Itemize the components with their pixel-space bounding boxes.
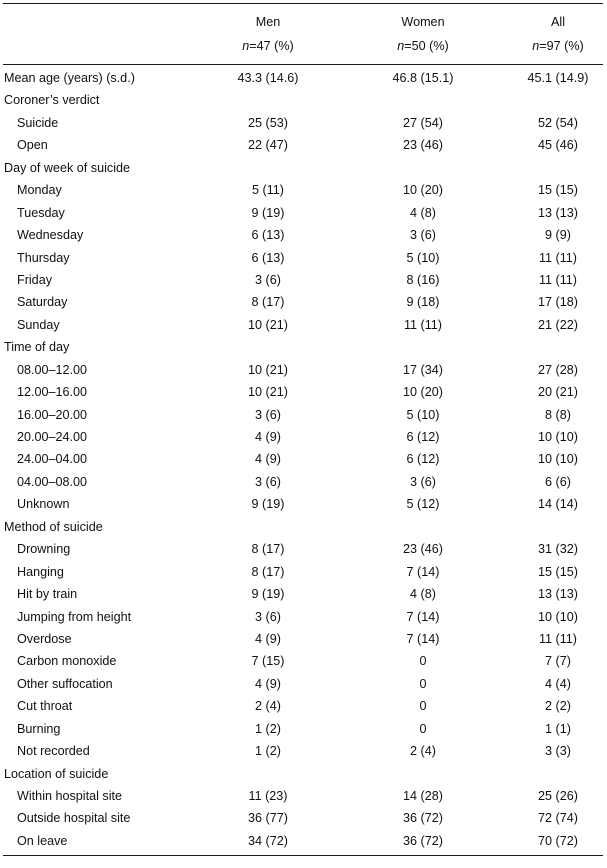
cell-men: 11 (23) <box>248 789 288 803</box>
table-row <box>3 291 603 313</box>
table-section-row <box>3 157 603 179</box>
cell-women: 7 (14) <box>406 609 440 624</box>
row-label: Time of day <box>4 340 70 355</box>
row-label: Saturday <box>17 295 68 310</box>
column-header-men <box>223 4 313 53</box>
row-label: Monday <box>17 183 62 198</box>
table-row <box>3 134 603 156</box>
table-row <box>3 538 603 560</box>
table-row <box>3 314 603 336</box>
cell-women: 0 <box>419 676 427 691</box>
cell-men: 1 (2) <box>255 721 281 736</box>
row-label: Friday <box>17 272 52 287</box>
table-row <box>3 583 603 605</box>
cell-all: 3 (3) <box>545 744 571 759</box>
cell-men: 4 (9) <box>255 452 281 467</box>
table-row <box>3 740 603 762</box>
table-row <box>3 561 603 583</box>
cell-all: 11 (11) <box>538 272 578 287</box>
cell-all: 21 (22) <box>538 317 578 332</box>
cell-all: 25 (26) <box>538 789 578 803</box>
cell-men: 43.3 (14.6) <box>237 71 299 85</box>
cell-men: 36 (77) <box>248 811 288 826</box>
cell-women: 0 <box>419 721 427 736</box>
table-row <box>3 269 603 291</box>
cell-men: 3 (6) <box>255 272 281 287</box>
row-label: Not recorded <box>17 744 90 759</box>
row-label: Tuesday <box>17 205 65 220</box>
row-label: Location of suicide <box>4 766 109 781</box>
table-row <box>3 650 603 672</box>
cell-women: 5 (12) <box>406 497 440 512</box>
row-label: Outside hospital site <box>17 811 131 826</box>
row-label: Hanging <box>17 564 64 579</box>
cell-men: 1 (2) <box>255 744 281 759</box>
cell-all: 14 (14) <box>538 497 578 512</box>
cell-all: 8 (8) <box>545 407 571 422</box>
table-header <box>3 4 603 63</box>
cell-all: 31 (32) <box>538 542 578 557</box>
cell-all: 10 (10) <box>538 609 578 624</box>
cell-men: 8 (17) <box>251 564 285 579</box>
cell-men: 4 (9) <box>255 631 281 646</box>
cell-women: 10 (20) <box>403 183 443 198</box>
row-label: Suicide <box>17 115 59 130</box>
cell-all: 70 (72) <box>538 833 578 848</box>
column-header-all <box>513 4 603 53</box>
cell-women: 7 (14) <box>406 631 440 646</box>
cell-men: 10 (21) <box>248 317 288 332</box>
cell-women: 27 (54) <box>403 115 443 130</box>
table-body <box>3 65 603 855</box>
cell-men: 9 (19) <box>251 205 285 220</box>
cell-all: 13 (13) <box>538 587 578 602</box>
table-bottom-rule <box>3 855 603 856</box>
cell-women: 3 (6) <box>410 474 436 489</box>
cell-men: 8 (17) <box>251 542 285 557</box>
cell-women: 8 (16) <box>406 272 440 287</box>
cell-all: 13 (13) <box>538 205 578 220</box>
table-row <box>3 448 603 470</box>
cell-women: 11 (11) <box>403 317 443 332</box>
cell-men: 7 (15) <box>251 654 285 669</box>
table-row <box>3 718 603 740</box>
cell-all: 9 (9) <box>545 228 571 243</box>
row-label: Unknown <box>17 497 70 512</box>
cell-men: 34 (72) <box>248 833 288 848</box>
cell-women: 2 (4) <box>410 744 436 759</box>
table-row <box>3 202 603 224</box>
cell-all: 11 (11) <box>538 250 578 265</box>
cell-women: 9 (18) <box>406 295 440 310</box>
table-row <box>3 471 603 493</box>
cell-men: 6 (13) <box>251 250 285 265</box>
cell-women: 6 (12) <box>406 430 440 444</box>
row-label: Carbon monoxide <box>17 654 117 669</box>
table-section-row <box>3 336 603 358</box>
row-label: Thursday <box>17 250 70 265</box>
cell-men: 22 (47) <box>248 138 288 153</box>
cell-all: 27 (28) <box>538 362 578 377</box>
table-row <box>3 247 603 269</box>
cell-women: 7 (14) <box>406 564 440 579</box>
data-table <box>3 3 603 856</box>
cell-women: 4 (8) <box>410 205 436 220</box>
cell-all: 45 (46) <box>538 138 578 153</box>
cell-men: 4 (9) <box>255 430 281 444</box>
table-row <box>3 112 603 134</box>
cell-all: 15 (15) <box>538 183 578 198</box>
cell-all: 2 (2) <box>545 699 571 714</box>
cell-women: 0 <box>419 699 427 714</box>
cell-women: 6 (12) <box>406 452 440 467</box>
row-label: Hit by train <box>17 587 78 602</box>
table-row <box>3 785 603 807</box>
cell-men: 25 (53) <box>248 115 288 130</box>
table-row <box>3 404 603 426</box>
cell-women: 5 (10) <box>406 250 440 265</box>
cell-all: 72 (74) <box>538 811 578 826</box>
cell-women: 3 (6) <box>410 228 436 243</box>
table-row <box>3 807 603 829</box>
table-row <box>3 695 603 717</box>
row-label: Cut throat <box>17 699 73 714</box>
cell-all: 1 (1) <box>545 721 571 736</box>
cell-men: 5 (11) <box>252 183 284 198</box>
column-header-men-label: Men <box>255 15 281 29</box>
column-header-women-label: Women <box>401 15 445 29</box>
row-label: Day of week of suicide <box>4 160 130 175</box>
cell-men: 2 (4) <box>255 699 281 714</box>
column-header-women <box>378 4 468 53</box>
cell-men: 9 (19) <box>251 587 285 602</box>
cell-men: 10 (21) <box>248 362 288 377</box>
cell-all: 10 (10) <box>538 430 578 444</box>
row-label: On leave <box>17 833 68 848</box>
cell-men: 10 (21) <box>248 385 288 400</box>
table-row <box>3 606 603 628</box>
cell-men: 3 (6) <box>255 609 281 624</box>
row-label: Within hospital site <box>17 789 122 803</box>
cell-women: 17 (34) <box>403 362 443 377</box>
cell-women: 5 (10) <box>406 407 440 422</box>
row-label: Open <box>17 138 48 153</box>
row-label: Wednesday <box>17 228 84 243</box>
table-row <box>3 673 603 695</box>
row-label: Coroner’s verdict <box>4 93 100 108</box>
cell-men: 9 (19) <box>251 497 285 512</box>
table-section-row <box>3 763 603 785</box>
column-header-all-label: All <box>551 15 565 29</box>
cell-men: 8 (17) <box>251 295 285 310</box>
row-label: Method of suicide <box>4 519 103 534</box>
row-label: 24.00–04.00 <box>17 452 88 467</box>
cell-women: 14 (28) <box>403 789 443 803</box>
row-label: 20.00–24.00 <box>17 430 88 444</box>
row-label: Other suffocation <box>17 676 113 691</box>
cell-women: 36 (72) <box>403 811 443 826</box>
cell-men: 3 (6) <box>255 474 281 489</box>
cell-women: 46.8 (15.1) <box>392 71 454 85</box>
table-section-row <box>3 516 603 538</box>
cell-all: 11 (11) <box>538 631 578 646</box>
row-label: 04.00–08.00 <box>17 474 88 489</box>
cell-all: 20 (21) <box>538 385 578 400</box>
row-label: Jumping from height <box>17 609 132 624</box>
cell-women: 23 (46) <box>403 138 443 153</box>
table-row <box>3 359 603 381</box>
table-row <box>3 493 603 515</box>
cell-women: 36 (72) <box>403 833 443 848</box>
cell-all: 6 (6) <box>545 474 571 489</box>
cell-all: 15 (15) <box>538 564 578 579</box>
row-label: 08.00–12.00 <box>17 362 88 377</box>
cell-men: 6 (13) <box>251 228 285 243</box>
cell-women: 23 (46) <box>403 542 443 557</box>
row-label: Sunday <box>17 317 60 332</box>
cell-all: 45.1 (14.9) <box>527 71 589 85</box>
column-header-all-n: n=97 (%) <box>532 39 584 53</box>
table-section-row <box>3 67 603 89</box>
cell-all: 10 (10) <box>538 452 578 467</box>
row-label: Overdose <box>17 631 72 646</box>
cell-women: 10 (20) <box>403 385 443 400</box>
cell-men: 4 (9) <box>255 676 281 691</box>
table-row <box>3 830 603 852</box>
table-row <box>3 224 603 246</box>
table-row <box>3 426 603 448</box>
cell-men: 3 (6) <box>255 407 281 422</box>
table-row <box>3 179 603 201</box>
row-label: Mean age (years) (s.d.) <box>4 71 135 85</box>
row-label: 12.00–16.00 <box>17 385 88 400</box>
cell-women: 0 <box>419 654 427 669</box>
cell-all: 52 (54) <box>538 115 578 130</box>
table-row <box>3 381 603 403</box>
cell-all: 4 (4) <box>545 676 571 691</box>
row-label: 16.00–20.00 <box>17 407 88 422</box>
cell-women: 4 (8) <box>410 587 436 602</box>
column-header-women-n: n=50 (%) <box>397 39 449 53</box>
cell-all: 7 (7) <box>545 654 571 669</box>
table-section-row <box>3 89 603 111</box>
row-label: Drowning <box>17 542 71 557</box>
table-row <box>3 628 603 650</box>
cell-all: 17 (18) <box>538 295 578 310</box>
column-header-men-n: n=47 (%) <box>242 39 294 53</box>
row-label: Burning <box>17 721 61 736</box>
